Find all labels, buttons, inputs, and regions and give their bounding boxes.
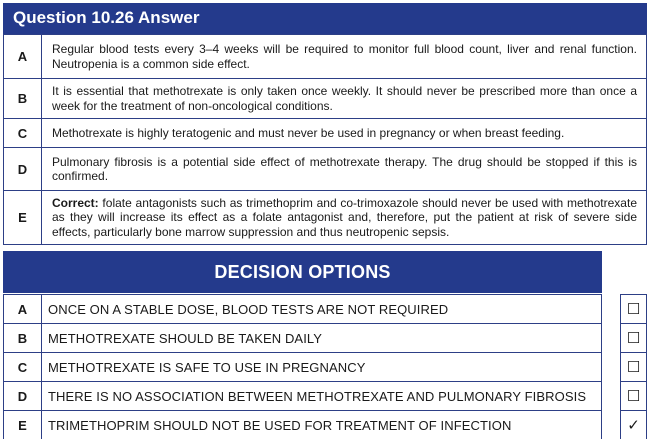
answer-row-c (4, 119, 647, 148)
answer-text: Methotrexate is highly teratogenic and must never be used in pregnancy or when breast feeding. (42, 119, 647, 148)
answer-row-e (4, 191, 647, 245)
answer-text: Correct: folate antagonists such as trimethoprim and co-trimoxazole should never be used with methotrexate as they will increase its effect as a folate antagonist and, therefore, put the patient at risk of severe side effects, particularly bone marrow suppression and thus neutropenic sepsis. (42, 191, 647, 245)
checkbox-c[interactable] (621, 353, 647, 382)
decision-letter: B (4, 324, 42, 353)
checkbox-icon: ☐ (626, 329, 641, 347)
decision-option-text: ONCE ON A STABLE DOSE, BLOOD TESTS ARE NOT REQUIRED (42, 295, 602, 324)
decision-letter: E (4, 411, 42, 439)
answer-letter: C (4, 119, 42, 148)
answer-text: Regular blood tests every 3–4 weeks will be required to monitor full blood count, liver and renal function. Neutropenia is a common side effect. (42, 35, 647, 79)
decision-letter: D (4, 382, 42, 411)
checkbox-b[interactable] (621, 324, 647, 353)
decision-letter: A (4, 295, 42, 324)
checkbox-column (620, 294, 647, 439)
answer-row-b (4, 79, 647, 119)
decision-option-text: THERE IS NO ASSOCIATION BETWEEN METHOTREXATE AND PULMONARY FIBROSIS (42, 382, 602, 411)
decision-table (3, 294, 602, 439)
checkbox-e[interactable] (621, 411, 647, 439)
answer-text: Pulmonary fibrosis is a potential side effect of methotrexate therapy. The drug should be stopped if this is confirmed. (42, 148, 647, 191)
answer-row-a (4, 35, 647, 79)
answer-letter: A (4, 35, 42, 79)
checkbox-icon: ☐ (626, 300, 641, 318)
decision-row-b (4, 324, 602, 353)
answer-row-d (4, 148, 647, 191)
answer-table (3, 34, 647, 245)
answer-text: It is essential that methotrexate is only taken once weekly. It should never be prescribed more than once a week for the treatment of non-oncological conditions. (42, 79, 647, 119)
decision-option-text: METHOTREXATE SHOULD BE TAKEN DAILY (42, 324, 602, 353)
check-mark-icon: ✓ (627, 416, 640, 434)
correct-label: Correct: (52, 195, 99, 210)
answer-letter: D (4, 148, 42, 191)
answer-letter: E (4, 191, 42, 245)
decision-option-text: METHOTREXATE IS SAFE TO USE IN PREGNANCY (42, 353, 602, 382)
checkbox-a[interactable] (621, 295, 647, 324)
decision-row-d (4, 382, 602, 411)
answer-letter: B (4, 79, 42, 119)
checkbox-icon: ☐ (626, 358, 641, 376)
decision-row-e (4, 411, 602, 439)
decision-row-c (4, 353, 602, 382)
decision-option-text: TRIMETHOPRIM SHOULD NOT BE USED FOR TREATMENT OF INFECTION (42, 411, 602, 439)
decision-row-a (4, 295, 602, 324)
checkbox-icon: ☐ (626, 387, 641, 405)
decision-letter: C (4, 353, 42, 382)
answer-title: Question 10.26 Answer (3, 3, 647, 34)
checkbox-d[interactable] (621, 382, 647, 411)
decision-options-title: DECISION OPTIONS (3, 251, 602, 293)
